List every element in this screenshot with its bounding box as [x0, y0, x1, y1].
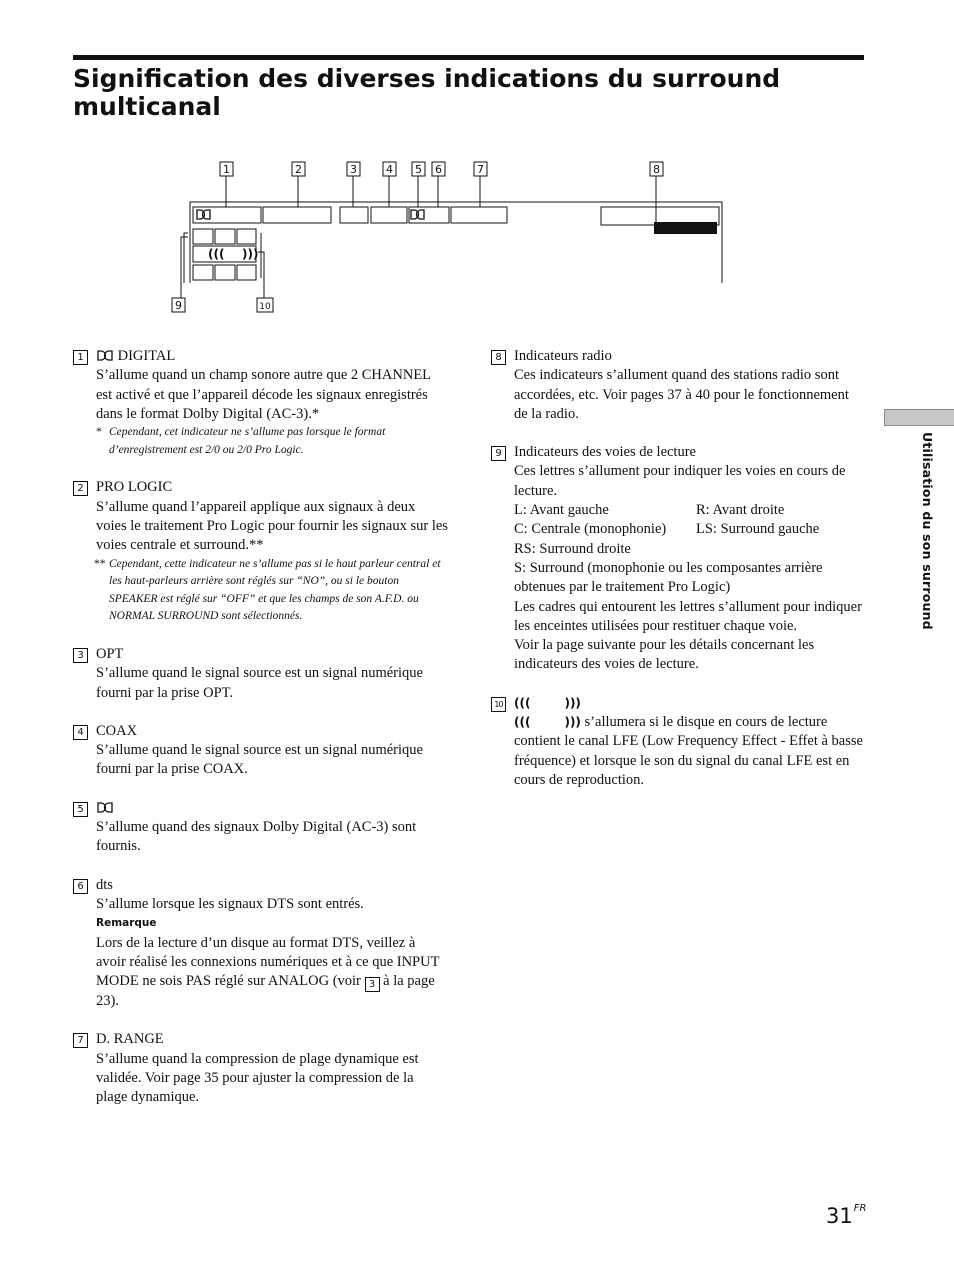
dolby-icon	[96, 350, 114, 361]
item-dolby: 5 S’allume quand des signaux Dolby Digital (AC-3) sont fournis.	[73, 799, 448, 857]
callout-3	[347, 162, 360, 176]
callout-6	[432, 162, 445, 176]
item-radio: 8 Indicateurs radio Ces indicateurs s’allument quand des stations radio sont accordées, etc. Voir pages 37 à 40 pour le fonctionnement de la radio.	[491, 347, 863, 424]
svg-text:5: 5	[415, 163, 422, 176]
item-opt: 3 OPT S’allume quand le signal source est un signal numérique fourni par la prise OPT.	[73, 645, 448, 703]
item-pro-logic: 2 PRO LOGIC S’allume quand l’appareil applique aux signaux à deux voies le traitement Pro Logic pour fournir les signaux sur les voies centrale et surround.** ** Cependant, cette indicateur ne s’allume pas si le haut parleur central et les haut-parleurs arrière sont réglés sur “NO”, ou si le bouton SPEAKER est réglé sur “OFF” et que les champs de son A.F.D. ou NORMAL SURROUND sont sélectionnés.	[73, 478, 448, 626]
svg-text:6: 6	[435, 163, 442, 176]
callout-7	[474, 162, 487, 176]
page-title: Signification des diverses indications du surround multicanal	[73, 64, 781, 121]
display-diagram	[170, 155, 730, 320]
section-label: Utilisation du son surround	[920, 432, 935, 630]
dolby-icon	[96, 802, 114, 813]
callout-8	[650, 162, 663, 176]
page-number: $31^{FR}$	[826, 1203, 867, 1228]
callout-5	[412, 162, 425, 176]
dolby-logo-diagram	[197, 210, 424, 219]
footnote: ** Cependant, cette indicateur ne s’allume pas si le haut parleur central et les haut-parleurs arrière sont réglés sur “NO”, ou si le bouton SPEAKER est réglé sur “OFF” et que les champs de son A.F.D. ou NORMAL SURROUND sont sélectionnés.	[94, 557, 441, 623]
lfe-icon: ((( )))	[514, 695, 581, 710]
callout-9	[172, 298, 185, 312]
callout-4	[383, 162, 396, 176]
footnote: * Cependant, cet indicateur ne s’allume pas lorsque le format d’enregistrement est 2/0 ou 2/0 Pro Logic.	[96, 426, 386, 456]
svg-text:9: 9	[175, 299, 182, 312]
remark-body: Lors de la lecture d’un disque au format DTS, veillez à avoir réalisé les connexions numériques et à ce que INPUT MODE ne sois PAS réglé sur ANALOG (voir 3 à la page 23).	[96, 934, 440, 1010]
right-column	[491, 347, 863, 790]
svg-text:8: 8	[653, 163, 660, 176]
item-number: 1	[73, 350, 88, 365]
item-lfe: 10 ((( ))) ((( ))) s’allumera si le disque en cours de lecture contient le canal LFE (Low Frequency Effect - Effet à basse fréquence) et lorsque le son du signal du canal LFE est en cours de reproduction.	[491, 694, 863, 790]
title-rule	[73, 55, 864, 60]
remark-title: Remarque	[96, 917, 157, 930]
left-column	[73, 347, 448, 1108]
callout-2	[292, 162, 305, 176]
lfe-icon: ((( )))	[514, 715, 581, 730]
item-coax: 4 COAX S’allume quand le signal source est un signal numérique fourni par la prise COAX.	[73, 722, 448, 780]
svg-text:(((: (((	[208, 247, 225, 261]
item-channels: 9 Indicateurs des voies de lecture Ces lettres s’allument pour indiquer les voies en cours de lecture. L: Avant gauche R: Avant droite C: Centrale (monophonie) LS: Surround gauche RS: Surround droite S: Surround (monophonie ou les composantes arrière obtenues par le traitement Pro Logic) Les cadres qui entourent les lettres s’allument pour indiquer les enceintes utilisées pour restituer chaque voie. Voir la page suivante pour les détails concernant les indicateurs des voies de lecture.	[491, 443, 863, 675]
item-dts: 6 dts S’allume lorsque les signaux DTS sont entrés. Remarque Lors de la lecture d’un disque au format DTS, veillez à avoir réalisé les connexions numériques et à ce que INPUT MODE ne sois PAS réglé sur ANALOG (voir 3 à la page 23).	[73, 876, 448, 1012]
svg-text:3: 3	[350, 163, 357, 176]
item-digital: 1 DIGITAL S’allume quand un champ sonore autre que 2 CHANNEL est activé et que l’appareil décode les signaux enregistrés dans le format Dolby Digital (AC-3).* * Cependant, cet indicateur ne s’allume pas lorsque le format d’enregistrement est 2/0 ou 2/0 Pro Logic.	[73, 347, 448, 459]
section-tab	[884, 409, 954, 426]
callout-10	[257, 298, 273, 312]
item-d-range: 7 D. RANGE S’allume quand la compression de plage dynamique est validée. Voir page 35 pour ajuster la compression de la plage dynamique.	[73, 1030, 448, 1107]
callout-1	[220, 162, 233, 176]
svg-text:1: 1	[223, 163, 230, 176]
svg-text:))): )))	[242, 247, 259, 261]
svg-text:10: 10	[259, 302, 271, 312]
svg-text:4: 4	[386, 163, 393, 176]
svg-text:7: 7	[477, 163, 484, 176]
svg-text:2: 2	[295, 163, 302, 176]
